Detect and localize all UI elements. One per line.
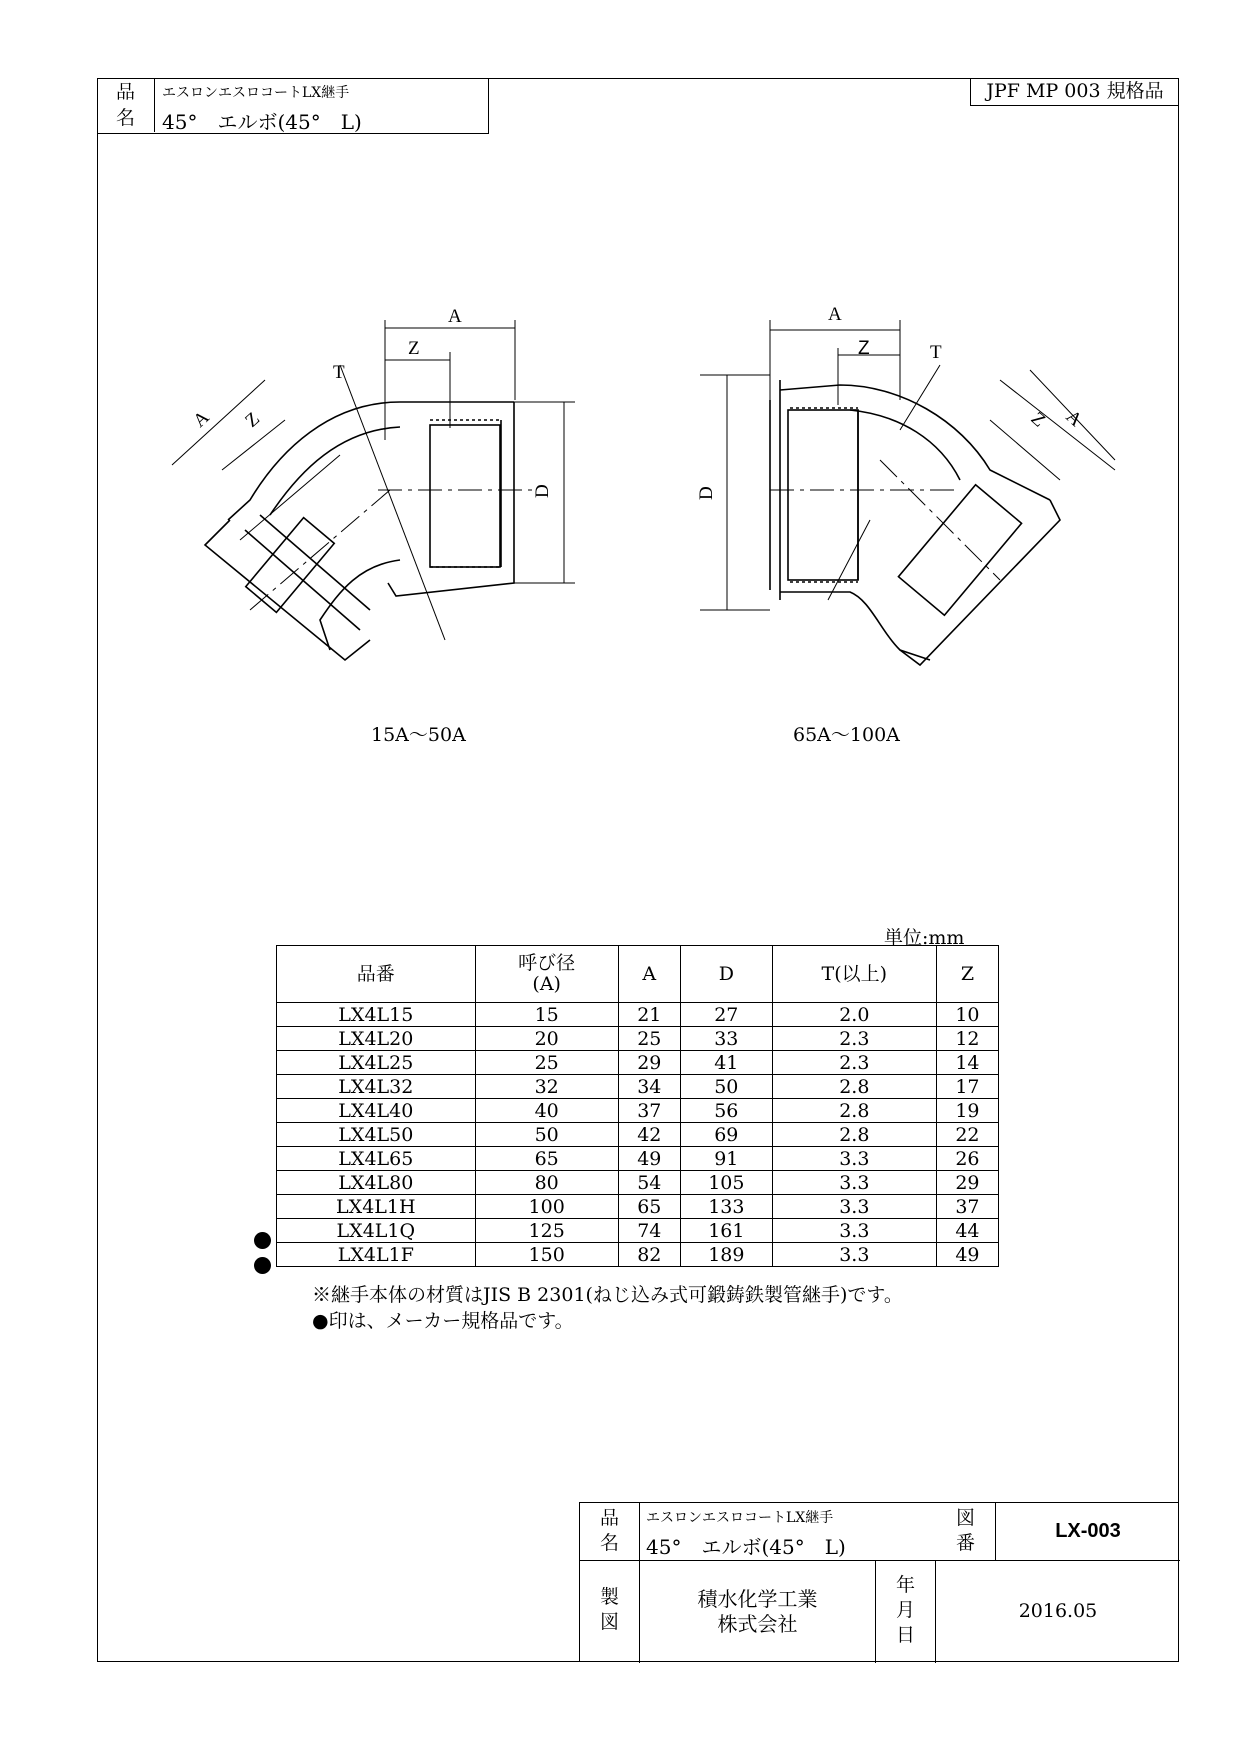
cell-dim-Z: 10 [936,1003,998,1027]
unit-label: 単位:mm [884,927,965,949]
cell-dim-Z: 12 [936,1027,998,1051]
cell-nominal-size: 65 [475,1147,618,1171]
cell-part-no: LX4L50 [277,1123,476,1147]
cell-nominal-size: 50 [475,1123,618,1147]
table-row [277,1027,999,1051]
cell-part-no: LX4L32 [277,1075,476,1099]
col-T: T(以上) [772,946,936,1003]
standard-badge: JPF MP 003 規格品 [970,78,1179,106]
cell-dim-D: 189 [680,1243,772,1267]
left-dim-Z-angled: Z [241,408,264,432]
cell-dim-A: 37 [618,1099,680,1123]
cell-dim-D: 161 [680,1219,772,1243]
tb-zuban-label: 図 番 [936,1503,996,1561]
tb-date-label: 年 月 日 [876,1561,936,1663]
cell-dim-Z: 14 [936,1051,998,1075]
cell-dim-A: 21 [618,1003,680,1027]
cell-dim-Z: 17 [936,1075,998,1099]
right-elbow-drawing [700,320,1115,665]
left-dim-A-angled: A [189,406,214,432]
table-row [277,1147,999,1171]
cell-dim-D: 50 [680,1075,772,1099]
right-dim-Z-angled: Z [1026,408,1050,432]
cell-part-no: LX4L80 [277,1171,476,1195]
cell-dim-T: 3.3 [772,1195,936,1219]
table-row [277,1075,999,1099]
cell-dim-A: 54 [618,1171,680,1195]
table-header-row [277,946,999,1003]
caption-small-sizes: 15A～50A [371,724,466,746]
col-Z: Z [936,946,998,1003]
cell-part-no: LX4L65 [277,1147,476,1171]
cell-nominal-size: 80 [475,1171,618,1195]
right-dim-A: A [828,304,842,325]
tb-company: 積水化学工業 株式会社 [640,1561,876,1663]
table-row [277,1051,999,1075]
tb-seizu-label: 製 図 [580,1561,640,1663]
cell-dim-D: 27 [680,1003,772,1027]
tb-series: エスロンエスロコートLX継手 [646,1510,834,1526]
cell-dim-T: 2.8 [772,1075,936,1099]
cell-dim-Z: 49 [936,1243,998,1267]
cell-dim-A: 42 [618,1123,680,1147]
cell-dim-Z: 26 [936,1147,998,1171]
cell-dim-D: 105 [680,1171,772,1195]
cell-dim-A: 74 [618,1219,680,1243]
cell-dim-D: 91 [680,1147,772,1171]
cell-nominal-size: 125 [475,1219,618,1243]
cell-dim-A: 82 [618,1243,680,1267]
cell-part-no: LX4L20 [277,1027,476,1051]
maker-standard-marker-icon [254,1232,271,1249]
table-row [277,1123,999,1147]
caption-large-sizes: 65A～100A [793,724,900,746]
table-row [277,1195,999,1219]
cell-dim-A: 29 [618,1051,680,1075]
col-A: A [618,946,680,1003]
cell-dim-Z: 29 [936,1171,998,1195]
cell-dim-D: 56 [680,1099,772,1123]
tb-product-name: 45° エルボ(45° L) [646,1535,846,1559]
cell-dim-Z: 37 [936,1195,998,1219]
cell-part-no: LX4L15 [277,1003,476,1027]
cell-dim-T: 2.3 [772,1051,936,1075]
col-D: D [680,946,772,1003]
note-material: ※継手本体の材質はJIS B 2301(ねじ込み式可鍛鋳鉄製管継手)です。 [312,1284,903,1306]
cell-dim-A: 65 [618,1195,680,1219]
header-product-name: 45° エルボ(45° L) [162,110,362,134]
cell-dim-T: 2.8 [772,1099,936,1123]
maker-standard-marker-icon [254,1257,271,1274]
cell-dim-Z: 22 [936,1123,998,1147]
table-row [277,1219,999,1243]
cell-dim-T: 3.3 [772,1171,936,1195]
cell-dim-T: 3.3 [772,1147,936,1171]
cell-dim-A: 49 [618,1147,680,1171]
cell-dim-D: 69 [680,1123,772,1147]
left-dim-D: D [532,484,553,498]
left-dim-A: A [448,306,462,327]
cell-nominal-size: 150 [475,1243,618,1267]
cell-dim-A: 34 [618,1075,680,1099]
right-dim-T: T [930,342,942,363]
cell-dim-T: 3.3 [772,1219,936,1243]
cell-dim-D: 33 [680,1027,772,1051]
cell-nominal-size: 100 [475,1195,618,1219]
cell-dim-Z: 44 [936,1219,998,1243]
title-block [579,1502,1179,1662]
header-label: 品 名 [97,78,155,132]
note-maker-standard: ●印は、メーカー規格品です。 [312,1310,574,1332]
cell-nominal-size: 25 [475,1051,618,1075]
cell-nominal-size: 20 [475,1027,618,1051]
table-row [277,1003,999,1027]
header-product-series: エスロンエスロコートLX継手 [162,85,350,101]
table-row [277,1243,999,1267]
cell-dim-T: 2.3 [772,1027,936,1051]
cell-part-no: LX4L1Q [277,1219,476,1243]
cell-part-no: LX4L1F [277,1243,476,1267]
left-dim-T: T [333,362,345,383]
right-dim-D: D [696,486,717,500]
tb-date: 2016.05 [1018,1600,1098,1622]
col-nominal-size: 呼び径 (A) [475,946,618,1003]
cell-nominal-size: 40 [475,1099,618,1123]
cell-dim-T: 2.8 [772,1123,936,1147]
cell-dim-Z: 19 [936,1099,998,1123]
left-elbow-drawing [172,320,575,660]
right-dim-Z: Z [858,338,870,359]
table-row [277,1099,999,1123]
cell-part-no: LX4L25 [277,1051,476,1075]
cell-dim-A: 25 [618,1027,680,1051]
table-row [277,1171,999,1195]
cell-dim-D: 41 [680,1051,772,1075]
right-dim-A-angled: A [1061,406,1086,431]
left-dim-Z: Z [408,338,420,359]
cell-part-no: LX4L40 [277,1099,476,1123]
tb-drawing-number: LX-003 [996,1503,1180,1561]
cell-dim-D: 133 [680,1195,772,1219]
cell-part-no: LX4L1H [277,1195,476,1219]
cell-nominal-size: 15 [475,1003,618,1027]
dimension-table [276,945,999,1267]
cell-nominal-size: 32 [475,1075,618,1099]
tb-hin-label: 品 名 [580,1503,640,1561]
cell-dim-T: 3.3 [772,1243,936,1267]
col-part-no: 品番 [277,946,476,1003]
cell-dim-T: 2.0 [772,1003,936,1027]
